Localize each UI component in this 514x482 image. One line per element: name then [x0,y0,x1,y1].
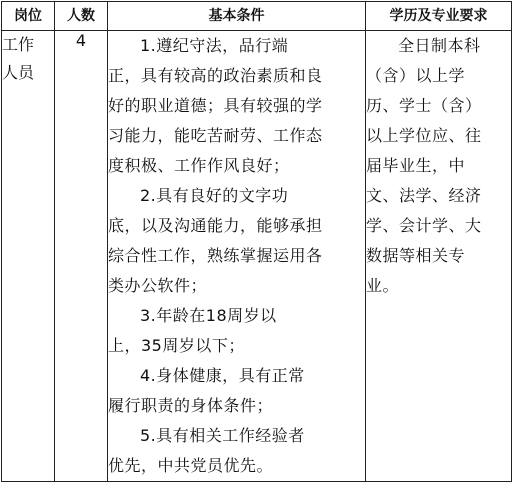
header-education-requirements: 学历及专业要求 [366,2,512,31]
post-cell [2,31,55,482]
education-line-8: 数据等相关专 [366,246,466,265]
condition-2-line-1: 2.具有良好的文字功 [140,186,289,205]
condition-4-line-1: 4.身体健康，具有正常 [140,366,305,385]
condition-1-line-3: 好的职业道德；具有较强的学 [108,96,323,115]
condition-3-line-1: 3.年龄在18周岁以 [140,306,277,325]
education-line-4: 以上学位应、往 [366,126,482,145]
education-line-3: 历、学士（含） [366,96,482,115]
post-name-line-1: 工作 [2,35,35,54]
table-header-row [2,2,512,31]
requirements-table [1,1,512,482]
condition-5-line-1: 5.具有相关工作经验者 [140,426,305,445]
education-line-5: 届毕业生，中 [366,156,466,175]
header-post: 岗位 [2,2,55,31]
education-line-2: （含）以上学 [366,66,466,85]
condition-5-line-2: 优先，中共党员优先。 [108,456,274,475]
basic-conditions-cell [108,31,366,482]
education-line-6: 文、法学、经济 [366,186,482,205]
condition-2-line-4: 类办公软件； [108,276,208,295]
condition-1-line-2: 正，具有较高的政治素质和良 [108,66,323,85]
education-line-1: 全日制本科 [398,36,481,55]
condition-2-line-2: 底，以及沟通能力，能够承担 [108,216,323,235]
condition-3-line-2: 上，35周岁以下； [108,336,245,355]
condition-2-line-3: 综合性工作，熟练掌握运用各 [108,246,323,265]
count-cell: 4 [55,31,108,482]
education-line-9: 业。 [366,276,400,295]
education-line-7: 学、会计学、大 [366,216,482,235]
header-basic-conditions: 基本条件 [108,2,366,31]
education-requirements-cell [366,31,512,482]
header-count: 人数 [55,2,108,31]
condition-1-line-1: 1.遵纪守法，品行端 [140,36,289,55]
condition-1-line-4: 习能力，能吃苦耐劳、工作态 [108,126,323,145]
post-name-line-2: 人员 [2,63,35,82]
table-row [2,31,512,482]
condition-4-line-2: 履行职责的身体条件； [108,396,274,415]
condition-1-line-5: 度积极、工作作风良好； [108,156,290,175]
